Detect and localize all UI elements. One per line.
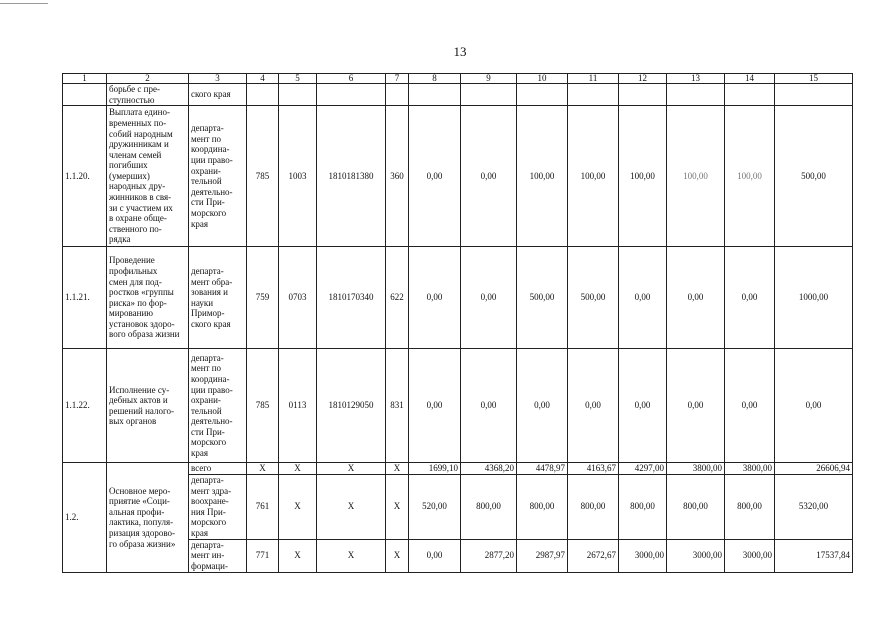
cell-c14: 800,00 [725,474,775,539]
cell-c4: 761 [247,474,279,539]
cell-c6: X [317,539,386,572]
cell-c4: X [247,463,279,475]
header-cell: 7 [386,74,409,84]
cell-c4: 785 [247,106,279,247]
cell-name: Проведение профильных смен для под- ростков «группы риска» по фор- мированию установок здоро- вого образа жизни [107,247,189,349]
cell-exec: всего [189,463,247,475]
cell-c5: 0113 [279,349,317,463]
cell-c14: 0,00 [725,247,775,349]
cell-c12: 800,00 [619,474,667,539]
cell-c5: X [279,463,317,475]
table-row [63,247,853,349]
cell-c11: 0,00 [568,349,619,463]
cell-id: 1.2. [63,463,107,572]
header-cell: 4 [247,74,279,84]
cell-c12: 3000,00 [619,539,667,572]
cell-exec: департа- мент по координа- ции право- охрани- тельной деятельно- сти При- морского края [189,349,247,463]
cell-c9: 4368,20 [461,463,517,475]
cell-c10: 0,00 [517,349,568,463]
cell-c8: 520,00 [409,474,461,539]
top-rule [0,3,48,4]
table-row [63,106,853,247]
cell-c7: X [386,539,409,572]
header-cell: 15 [775,74,853,84]
cell-c15: 1000,00 [775,247,853,349]
header-cell: 5 [279,74,317,84]
cell-c13: 3000,00 [667,539,725,572]
header-cell: 8 [409,74,461,84]
cell-name: Выплата едино- временных по- собий народным дружинникам и членам семей погибших (умерших) народных дру- жинников в свя- зи с участием их в охране обще- ственного по- рядка [107,106,189,247]
cell-id: 1.1.21. [63,247,107,349]
cell-c4: 759 [247,247,279,349]
cell-c7: 360 [386,106,409,247]
cell-name: борьбе с пре- ступностью [107,84,189,106]
cell-name: Исполнение су- дебных актов и решений налого- вых органов [107,349,189,463]
cell-c9: 0,00 [461,247,517,349]
cell-c11: 2672,67 [568,539,619,572]
cell-c9: 800,00 [461,474,517,539]
cell-exec: департа- мент ин- формаци- [189,539,247,572]
cell [63,84,107,106]
cell-exec: департа- мент обра- зования и науки Примор- ского края [189,247,247,349]
cell-c8: 1699,10 [409,463,461,475]
cell-c4: 785 [247,349,279,463]
table-row [63,349,853,463]
cell-c13: 800,00 [667,474,725,539]
cell-c13: 0,00 [667,247,725,349]
cell-c8: 0,00 [409,349,461,463]
cell-c13: 0,00 [667,349,725,463]
cell-c11: 500,00 [568,247,619,349]
cell-id: 1.1.20. [63,106,107,247]
header-cell: 12 [619,74,667,84]
cell-exec: департа- мент по координа- ции право- охрани- тельной деятельно- сти При- морского края [189,106,247,247]
cell-c11: 100,00 [568,106,619,247]
cell-c14: 3800,00 [725,463,775,475]
cell-c9: 0,00 [461,349,517,463]
budget-table [62,73,853,573]
cell-c14: 100,00 [725,106,775,247]
cell-c8: 0,00 [409,247,461,349]
header-cell: 11 [568,74,619,84]
cell-c5: X [279,474,317,539]
cell-c15: 0,00 [775,349,853,463]
page-number: 13 [453,44,467,59]
cell-c12: 100,00 [619,106,667,247]
cell-c6: 1810181380 [317,106,386,247]
table-row [63,463,853,475]
header-cell: 3 [189,74,247,84]
cell-c11: 800,00 [568,474,619,539]
cell-c12: 4297,00 [619,463,667,475]
cell-id: 1.1.22. [63,349,107,463]
cell-c14: 3000,00 [725,539,775,572]
cell-c4: 771 [247,539,279,572]
cell-c5: X [279,539,317,572]
cell-c6: X [317,463,386,475]
cell-c5: 1003 [279,106,317,247]
cell-c15: 500,00 [775,106,853,247]
cell-c15: 5320,00 [775,474,853,539]
cell-c12: 0,00 [619,247,667,349]
cell-c6: 1810129050 [317,349,386,463]
cell-c12: 0,00 [619,349,667,463]
cell-c8: 0,00 [409,539,461,572]
cell-c6: X [317,474,386,539]
header-cell: 1 [63,74,107,84]
cell-name: Основное меро- приятие «Соци- альная профи- лактика, популя- ризация здорово- го образа жизни» [107,463,189,572]
cell-c9: 0,00 [461,106,517,247]
cell-c11: 4163,67 [568,463,619,475]
cell-c5: 0703 [279,247,317,349]
cell-c7: X [386,463,409,475]
cell-c10: 4478,97 [517,463,568,475]
cell-c15: 26606,94 [775,463,853,475]
cell-c7: X [386,474,409,539]
continuation-row [63,84,853,106]
cell-c8: 0,00 [409,106,461,247]
cell-c13: 3800,00 [667,463,725,475]
header-cell: 2 [107,74,189,84]
cell-c7: 622 [386,247,409,349]
cell-c13: 100,00 [667,106,725,247]
cell-c6: 1810170340 [317,247,386,349]
header-cell: 10 [517,74,568,84]
cell-c10: 2987,97 [517,539,568,572]
cell-c9: 2877,20 [461,539,517,572]
header-cell: 9 [461,74,517,84]
header-cell: 6 [317,74,386,84]
cell-c7: 831 [386,349,409,463]
header-row [63,74,853,84]
cell-c10: 500,00 [517,247,568,349]
cell-exec: департа- мент здра- воохране- ния При- морского края [189,474,247,539]
cell-c10: 100,00 [517,106,568,247]
cell-exec: ского края [189,84,247,106]
header-cell: 14 [725,74,775,84]
cell-c14: 0,00 [725,349,775,463]
cell-c10: 800,00 [517,474,568,539]
cell-c15: 17537,84 [775,539,853,572]
header-cell: 13 [667,74,725,84]
